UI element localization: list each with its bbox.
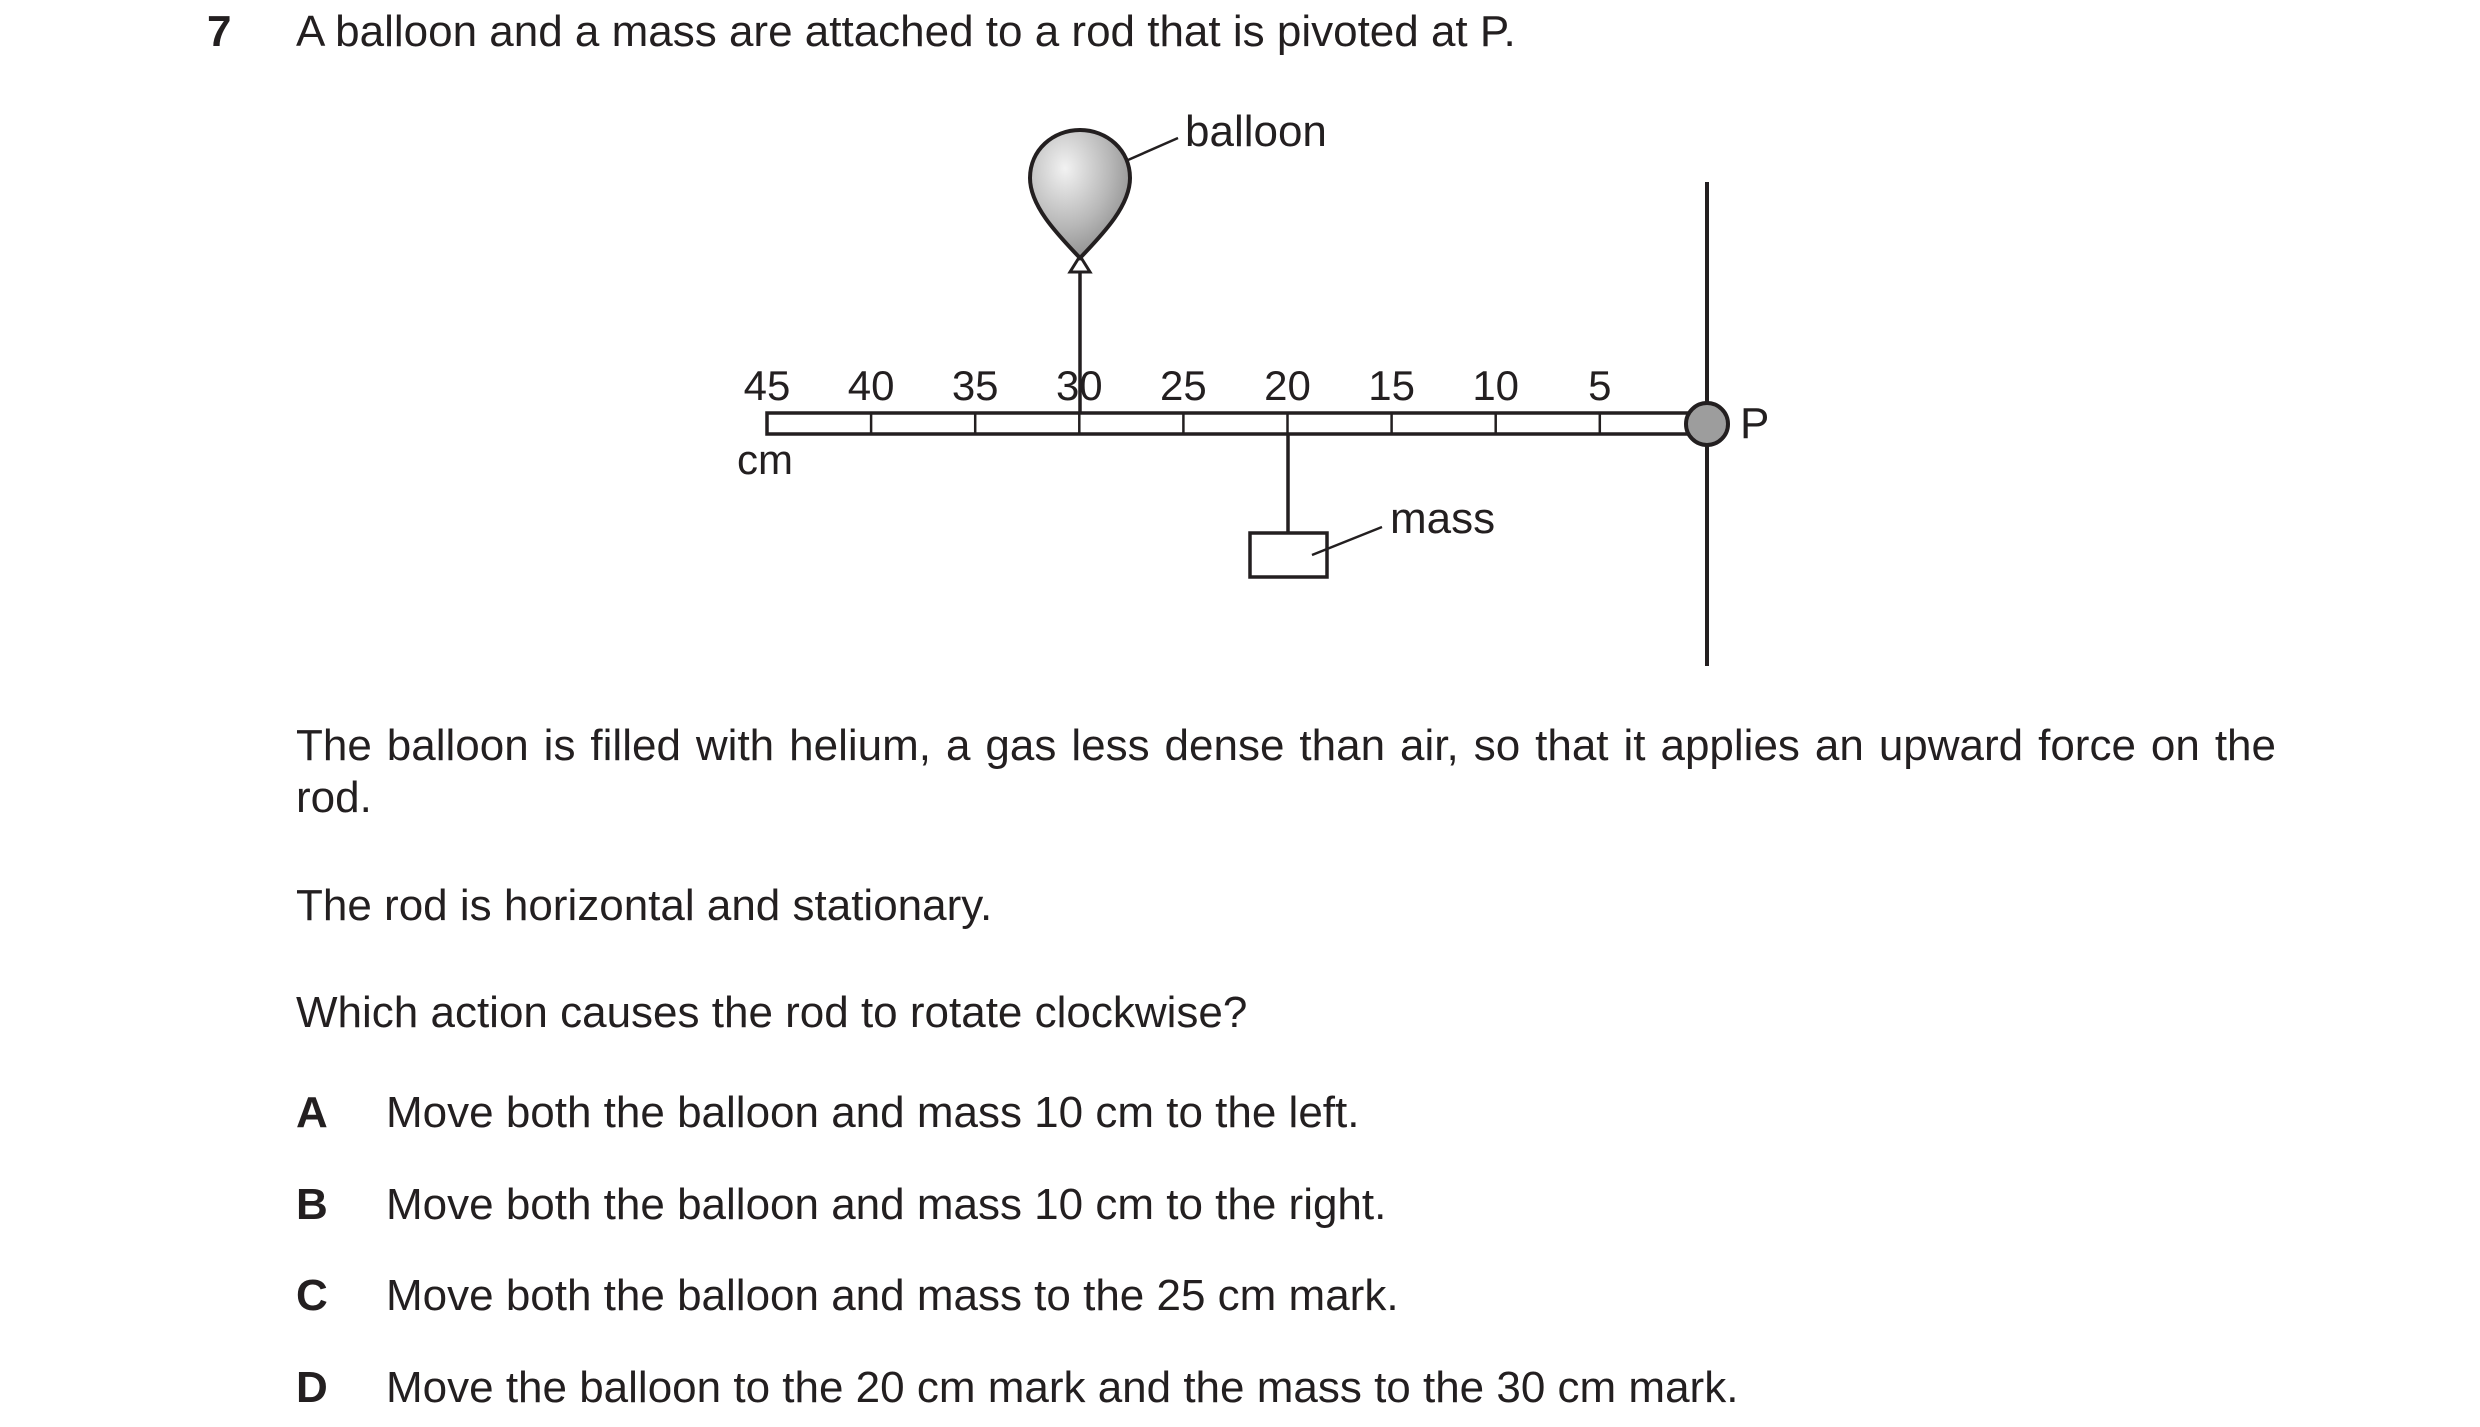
rod [767,413,1707,434]
option-letter: D [296,1363,328,1412]
option-letter: C [296,1271,328,1320]
mass-block [1250,533,1327,577]
option-b[interactable] [296,1175,1386,1235]
context-paragraph-1: The balloon is filled with helium, a gas less dense than air, so that it applies an upward force on the rod. [296,721,2276,822]
option-text: Move both the balloon and mass 10 cm to the left. [386,1088,1360,1137]
scale-label: 45 [743,362,791,409]
scale-label: 10 [1472,362,1520,409]
mass-label: mass [1390,494,1496,543]
balloon-leader-line [1128,138,1178,160]
option-d[interactable] [296,1358,1738,1418]
balloon-label: balloon [1185,107,1327,156]
option-text: Move both the balloon and mass 10 cm to the right. [386,1180,1387,1229]
scale-label: 40 [847,362,895,409]
balloon-icon [1030,130,1130,258]
option-letter: B [296,1180,328,1229]
question-stem: A balloon and a mass are attached to a rod that is pivoted at P. [296,7,1516,56]
scale-label: 15 [1368,362,1415,409]
scale-label: 30 [1055,362,1103,409]
scale-label: 25 [1160,362,1207,409]
mass [1250,434,1495,577]
rod-scale-labels [744,362,1612,409]
context-paragraph-2: The rod is horizontal and stationary. [296,881,993,930]
option-c[interactable] [296,1266,1399,1326]
scale-label: 5 [1588,362,1612,409]
option-text: Move both the balloon and mass to the 25 cm mark. [386,1271,1399,1320]
question-prompt: Which action causes the rod to rotate clockwise? [296,988,1248,1037]
scale-label: 20 [1264,362,1311,409]
pivot-icon [1686,403,1728,445]
unit-label: cm [737,436,793,483]
option-a[interactable] [296,1083,1359,1143]
scale-label: 35 [951,362,999,409]
lever-diagram [0,0,2480,700]
question-number: 7 [207,7,232,56]
option-text: Move the balloon to the 20 cm mark and the mass to the 30 cm mark. [386,1363,1739,1412]
option-letter: A [296,1088,328,1137]
pivot-label: P [1740,399,1770,448]
